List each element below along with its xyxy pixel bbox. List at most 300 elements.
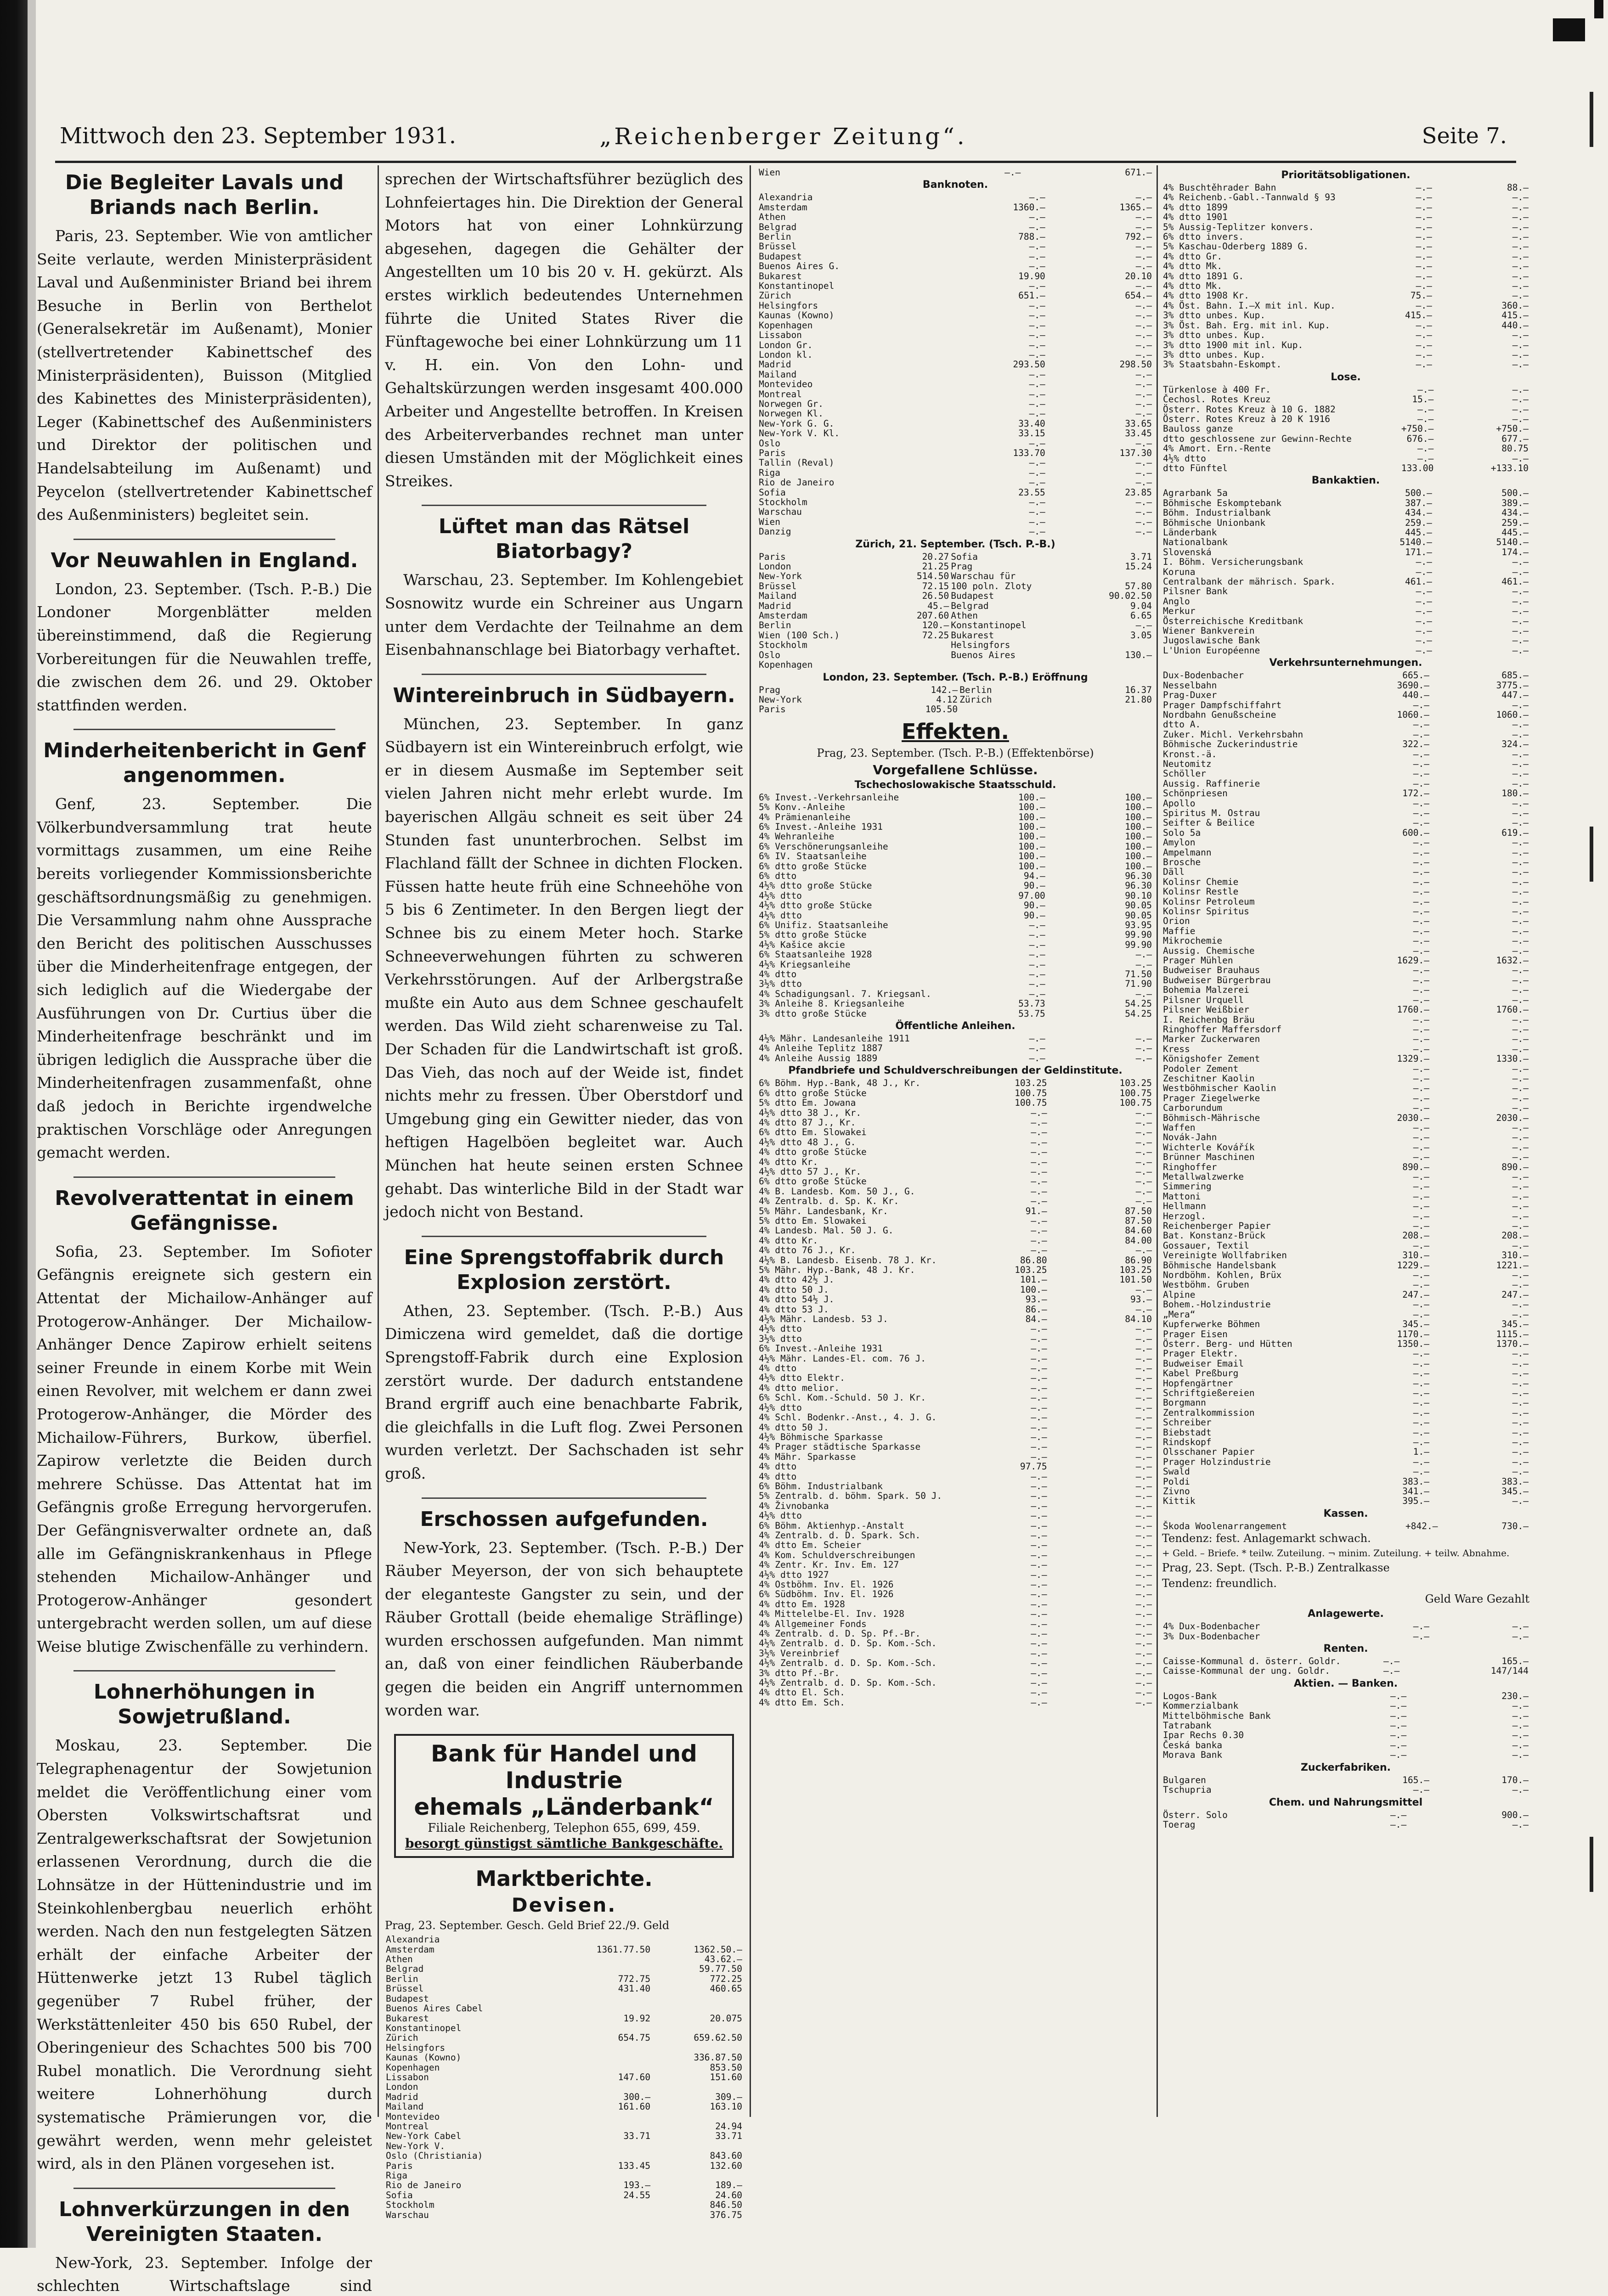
table-cell: —.— [1512, 231, 1529, 242]
table-cell: —.— [1413, 1201, 1429, 1212]
table-cell: 247.— [1501, 1289, 1529, 1300]
table-cell: „Mera“ [1163, 1309, 1196, 1320]
article-text: Sofia, 23. September. Im Sofioter Gefängnis ereignete sich gestern ein Attentat der Michailow-Anhänger auf Protogerow-Anhänger. Der Michailow-Anhänger Dence Zapirow erhielt seitens seiner Freunde in einem Korbe mit Wein einen Revolver, mit welchem er dann zwei Protogerow-Anhänger, die Mörder des Michailow-Führers, Burkow, überfiel. Zapirow verletzte die Beiden durch mehrere Schüsse. Das Attentat hat im Gefängnis große Erregung hervorgerufen. Der Gefängnisverwalter ordnete an, daß alle im Gefängniskrankenhaus in Pflege stehenden Michailow-Anhänger und Protogerow-Anhänger gesondert untergebracht werden sollen, um auf diese Weise blutige Zwischenfälle zu verhindern. [37, 1242, 372, 1655]
table-row [1162, 1368, 1529, 1378]
table-cell: Norwegen Kl. [759, 408, 824, 419]
table-cell: —.— [1512, 615, 1529, 626]
table-row [758, 1236, 1153, 1245]
table-cell: 4% Amort. Ern.-Rente [1163, 443, 1271, 454]
table-row [758, 1432, 1153, 1442]
table-cell [916, 660, 950, 670]
table-cell [550, 1964, 651, 1974]
table-cell: 88.— [1507, 182, 1529, 193]
table-cell: 103.25 [1119, 1078, 1152, 1089]
table-cell: —.— [1135, 1245, 1152, 1256]
table-cell: —.— [1512, 876, 1529, 887]
table-row [1162, 232, 1529, 242]
table-row [758, 999, 1153, 1008]
table-row [758, 1423, 1153, 1432]
table-cell: —.— [1390, 1720, 1407, 1731]
table-cell: —.— [1512, 557, 1529, 568]
table-cell: —.— [1417, 404, 1434, 415]
table-row [758, 832, 1153, 841]
table-cell: 84.— [1025, 1314, 1047, 1325]
table-row [758, 1580, 1153, 1589]
table-cell: —.— [1390, 1739, 1407, 1750]
table-cell: —.— [1413, 1309, 1429, 1320]
table-cell: —.— [1512, 994, 1529, 1005]
table-cell: —.— [1417, 453, 1434, 464]
table-row [758, 1255, 1153, 1265]
table-cell: Orion [1163, 916, 1190, 927]
table-cell: —.— [1416, 606, 1432, 617]
table-cell: 341.— [1402, 1486, 1429, 1497]
table-cell: 3½% dtto [759, 979, 802, 990]
table-cell: —.— [1413, 1279, 1429, 1290]
table-cell: —.— [1413, 1378, 1429, 1389]
table-cell: —.— [1031, 1569, 1047, 1580]
table-cell: —.— [1029, 408, 1045, 419]
verkehr-table [1162, 670, 1529, 739]
table-row [1162, 681, 1529, 690]
table-cell: 415.— [1405, 310, 1432, 321]
table-cell: —.— [1413, 965, 1429, 976]
table-row [758, 960, 1153, 969]
table-cell: 1632.— [1496, 955, 1529, 966]
table-cell: Berlin [759, 620, 791, 631]
table-cell: Prager Ziegelwerke [1163, 1092, 1260, 1103]
table-row [758, 281, 1153, 291]
table-cell: 4% dtto Em. Sch. [759, 1697, 845, 1708]
table-row [1162, 1221, 1529, 1231]
table-row [1162, 252, 1529, 261]
article [37, 1680, 372, 2175]
table-cell: 208.— [1402, 1230, 1429, 1241]
table-cell: 90.— [1023, 900, 1045, 911]
table-cell: —.— [1029, 221, 1045, 232]
table-cell: 180.— [1501, 788, 1529, 799]
table-cell: dtto Fünftel [1163, 462, 1228, 473]
table-cell: 5% Kaschau-Oderberg 1889 G. [1163, 241, 1309, 252]
table-cell: —.— [1135, 1323, 1152, 1334]
table-row [758, 261, 1153, 271]
table-cell: 90.10 [1125, 890, 1152, 901]
table-row [758, 1629, 1153, 1638]
table-cell: —.— [1512, 935, 1529, 946]
table-cell: —.— [1512, 251, 1529, 262]
table-cell: —.— [1135, 408, 1152, 419]
table-cell: 6% dtto große Stücke [759, 1087, 867, 1098]
table-cell: 4% Wehranleihe [759, 831, 835, 842]
table-row [758, 321, 1153, 330]
table-cell: 4½% dtto [759, 910, 802, 921]
table-cell: 100.— [1125, 811, 1152, 822]
table-cell: 4% Zentr. Kr. Inv. Em. 127 [759, 1559, 899, 1570]
table-cell: Biebstadt [1163, 1427, 1212, 1438]
table-cell: L'Union Européenne [1163, 645, 1260, 656]
table-cell: 24.55 [623, 2189, 651, 2200]
table-cell: —.— [1031, 1667, 1047, 1678]
table-cell: —.— [1031, 1363, 1047, 1374]
table-row [1162, 1132, 1529, 1142]
table-cell: 171.— [1405, 546, 1432, 557]
tendenz-text: Tendenz: fest. Anlagemarkt schwach. [1162, 1532, 1371, 1545]
table-cell: 4½% dtto [759, 1323, 802, 1334]
table-row [1162, 1103, 1529, 1113]
table-cell: Pilsner Urquell [1163, 994, 1244, 1005]
table-cell: —.— [1135, 221, 1152, 232]
table-cell: Nesselbahn [1163, 680, 1217, 691]
table-row [758, 1216, 1153, 1226]
table-cell: 4% Schadigungsanl. 7. Kriegsanl. [759, 988, 931, 999]
table-row [758, 439, 1153, 448]
table-cell: Bukarest [951, 630, 994, 641]
table-cell: Česká banka [1163, 1739, 1223, 1750]
table-row [758, 861, 1153, 871]
table-cell: —.— [1029, 516, 1045, 527]
table-cell: 788.— [1018, 231, 1045, 242]
table-cell: —.— [1413, 1034, 1429, 1045]
table-cell: —.— [1029, 388, 1045, 400]
table-cell: —.— [1512, 1750, 1529, 1761]
chem-title: Chem. und Nahrungsmittel [1269, 1796, 1423, 1808]
table-cell: Bat. Konstanz-Brück [1163, 1230, 1266, 1241]
table-cell: 4% dtto Kr. [759, 1156, 818, 1167]
article-text: New-York, 23. September. Infolge der schlechten Wirtschaftslage sind [37, 2253, 372, 2295]
table-row [1162, 1123, 1529, 1132]
table-cell: —.— [1135, 281, 1152, 292]
table-cell: 230.— [1501, 1690, 1529, 1701]
table-cell: 4% dtto 53 J. [759, 1304, 829, 1315]
table-row [1162, 857, 1529, 867]
table-cell: 890.— [1402, 1161, 1429, 1172]
table-cell: 4½% dtto [759, 1402, 802, 1413]
table-row [385, 2161, 743, 2171]
table-cell: —.— [1135, 438, 1152, 449]
table-row [758, 340, 1153, 350]
corner-mark-icon [1548, 14, 1590, 55]
table-row [758, 242, 1153, 251]
table-cell: —.— [1512, 719, 1529, 730]
table-cell [550, 2082, 651, 2092]
article-text: München, 23. September. In ganz Südbayern ist ein Wintereinbruch erfolgt, wie er in diesem Ausmaße im September seit vielen Jahren nicht mehr erlebt wurde. Im bayerischen Allgäu schneit es seit über 24 Stunden fast ununterbrochen. Selbst im Flachland fällt der Schnee in dichten Flocken. Füssen hatte heute früh eine Schneehöhe von 5 bis 6 Zentimeter. In den Bergen liegt der Schnee bis zu einem Meter hoch. Starke Schneeverwehungen führten zu schweren Verkehrsstörungen. Auf der Arlbergstraße mußte ein Auto aus dem Schnee geschaufelt werden. Das Wild zieht scharenweise zu Tal. Der Schaden für die Landwirtschaft ist groß. Das Vieh, das noch auf der Weide ist, findet nichts mehr zu fressen. Über Oberstdorf und Umgebung ging ein Gewitter nieder, das von heftigen Hagelböen begleitet war. Auch München hat heute seinen ersten Schnee gehabt. Das winterliche Bild in der Stadt war jedoch nicht von Bestand. [385, 715, 743, 1221]
table-cell: —.— [1029, 281, 1045, 292]
page-header [60, 123, 1507, 160]
table-cell: New-York V. [386, 2140, 446, 2151]
table-cell: —.— [1512, 1221, 1529, 1232]
table-row [1162, 1024, 1529, 1034]
table-cell: —.— [1135, 457, 1152, 468]
london-table [758, 685, 1153, 715]
table-cell: —.— [1413, 945, 1429, 956]
table-row [1162, 779, 1529, 788]
table-row [1162, 975, 1529, 985]
table-cell: 90.02.50 [1109, 591, 1152, 602]
table-cell: —.— [1413, 1092, 1429, 1103]
table-cell: —.— [1413, 847, 1429, 858]
table-cell [651, 2043, 743, 2053]
table-cell: —.— [1512, 1092, 1529, 1103]
table-cell: —.— [1031, 1186, 1047, 1197]
table-cell: Bohem.-Holzindustrie [1163, 1299, 1271, 1310]
table-cell: +842.— [1405, 1520, 1438, 1531]
table-cell: 4% dtto 50 J. [759, 1422, 829, 1433]
table-row [385, 2151, 743, 2161]
table-cell: —.— [1416, 557, 1432, 568]
table-cell: 4½% Mähr. Landesanleihe 1911 [759, 1033, 910, 1044]
table-cell: 3% dtto große Stücke [759, 1008, 867, 1019]
table-cell: —.— [1135, 506, 1152, 518]
table-row [758, 1078, 1153, 1088]
table-row [758, 409, 1153, 418]
table-row [758, 851, 1153, 861]
article-title: Vor Neuwahlen in England. [51, 548, 358, 572]
table-cell: Mattoni [1163, 1191, 1201, 1202]
table-cell: Pilsner Bank [1163, 586, 1228, 597]
table-cell: 4% dtto 76 J., Kr. [759, 1245, 856, 1256]
table-cell: —.— [1029, 300, 1045, 311]
table-row [758, 1127, 1153, 1137]
article-text: Athen, 23. September. (Tsch. P.-B.) Aus Dimiczena wird gemeldet, daß die dortige Sprengstoff-Fabrik durch eine Explosion zerstört wurde. Der dadurch entstandene Brand ergriff auch eine benachbarte Fabrik, die gleichfalls in die Luft flog. Zwei Personen wurden verletzt. Der Sachschaden ist sehr groß. [385, 1301, 743, 1482]
table-cell: —.— [1512, 290, 1529, 301]
table-cell: —.— [1031, 1245, 1047, 1256]
table-cell: 19.92 [623, 2013, 651, 2024]
table-cell: Böhmische Unionbank [1163, 517, 1266, 528]
table-cell: 137.30 [1119, 447, 1152, 458]
table-cell: 4½% Zentralb. d. D. Sp. Kom.-Sch. [759, 1638, 937, 1649]
table-cell: 460.65 [710, 1983, 742, 1994]
table-cell: Berlin [959, 684, 992, 695]
table-row [385, 2180, 743, 2190]
table-cell: —.— [1031, 1412, 1047, 1423]
table-cell: 445.— [1501, 527, 1529, 538]
table-cell: 500.— [1405, 488, 1432, 499]
table-cell: —.— [1413, 935, 1429, 946]
table-cell: 21.25 [922, 561, 949, 572]
table-row [385, 1935, 743, 1944]
table-cell: Hellmann [1163, 1201, 1206, 1212]
table-cell: Montevideo [759, 379, 813, 390]
table-cell: Kronst.-ä. [1163, 748, 1217, 760]
table-cell: —.— [1031, 1500, 1047, 1511]
table-cell: —.— [1031, 1431, 1047, 1442]
table-row [385, 1984, 743, 1993]
table-cell: —.— [1029, 212, 1045, 223]
table-row [758, 930, 1153, 940]
table-cell: —.— [1135, 1392, 1152, 1403]
table-row [1162, 1113, 1529, 1123]
table-cell: Athen [759, 212, 786, 223]
table-cell: 514.50 [916, 571, 949, 582]
table-cell: Schöller [1163, 768, 1206, 779]
table-row [1162, 956, 1529, 965]
table-cell: —.— [1135, 1137, 1152, 1148]
article-separator [73, 539, 335, 540]
table-row [1162, 1656, 1529, 1666]
table-cell: Kupferwerke Böhmen [1163, 1319, 1260, 1330]
table-cell: —.— [1031, 1127, 1047, 1138]
table-cell: 6% Invest.-Verkehrsanleihe [759, 792, 899, 803]
table-row [1162, 1521, 1529, 1531]
table-cell: —.— [1031, 1451, 1047, 1462]
table-cell: 105.50 [925, 704, 958, 715]
table-cell: Koruna [1163, 566, 1196, 577]
table-row [385, 1974, 743, 1984]
article [37, 548, 372, 717]
table-cell: Zentralkommission [1163, 1407, 1255, 1418]
table-cell: London kl. [759, 349, 813, 360]
table-row [758, 552, 1153, 562]
table-cell: 96.30 [1125, 870, 1152, 881]
table-row [1162, 340, 1529, 350]
table-cell: —.— [1413, 896, 1429, 907]
table-cell [550, 2122, 651, 2131]
ad-line: besorgt günstigst sämtliche Bankgeschäfte. [405, 1836, 723, 1851]
table-cell: —.— [1512, 916, 1529, 927]
table-row [1162, 1359, 1529, 1368]
table-cell: 6% IV. Staatsanleihe [759, 851, 867, 862]
article-separator [422, 1236, 706, 1237]
table-cell: 100.75 [1015, 1087, 1047, 1098]
table-cell: Maffie [1163, 925, 1196, 936]
table-row [385, 2063, 743, 2072]
table-cell: —.— [1390, 1819, 1407, 1830]
table-row [1162, 906, 1529, 916]
table-cell: —.— [1135, 1598, 1152, 1609]
table-row [1162, 1820, 1529, 1829]
table-row [1162, 1437, 1529, 1447]
table-cell: Danzig [759, 526, 791, 537]
table-cell: —.— [1413, 1368, 1429, 1379]
table-cell: —.— [1135, 1549, 1152, 1560]
table-cell: Amsterdam [759, 610, 807, 621]
article-separator [73, 729, 335, 730]
table-cell: Westböhm. Gruben [1163, 1279, 1249, 1290]
table-cell: —.— [1135, 1530, 1152, 1541]
table-cell: Montreal [759, 388, 802, 400]
table-cell: 6% Böhm. Industrialbank [759, 1480, 883, 1491]
table-cell: —.— [1031, 1156, 1047, 1167]
table-cell: Mailand [386, 2101, 424, 2112]
header-page: Seite 7. [1422, 123, 1507, 149]
table-row [1162, 508, 1529, 518]
table-row [1162, 1447, 1529, 1457]
table-cell: Lissabon [386, 2071, 429, 2082]
table-cell: Hopfengärtner [1163, 1378, 1233, 1389]
table-cell: —.— [1413, 876, 1429, 887]
table-row [1162, 557, 1529, 567]
table-cell: 4% Kom. Schuldverschreibungen [759, 1549, 915, 1560]
table-cell: 293.50 [1013, 359, 1045, 370]
table-row [758, 1344, 1153, 1353]
table-row [758, 1688, 1153, 1697]
table-cell: —.— [1029, 349, 1045, 360]
table-cell: Böhmisch-Mährische [1163, 1112, 1260, 1123]
table-row [758, 1491, 1153, 1501]
table-cell: 20.27 [922, 551, 949, 562]
table-row [758, 1501, 1153, 1511]
column-rule [378, 165, 379, 2117]
table-cell: Prager Dampfschiffahrt [1163, 699, 1282, 710]
table-cell: 1170.— [1397, 1328, 1429, 1339]
table-cell: Böhmische Eskomptebank [1163, 497, 1282, 508]
table-cell: 4½% dtto 57 J., Kr. [759, 1166, 862, 1177]
table-row [1162, 799, 1529, 808]
table-cell: —.— [1512, 1407, 1529, 1418]
table-cell: —.— [1512, 906, 1529, 917]
table-cell: Bauloss ganze [1163, 423, 1233, 434]
table-cell: dtto geschlossene zur Gewinn-Rechte [1163, 433, 1352, 444]
table-row [1162, 739, 1529, 749]
table-row [758, 660, 1153, 670]
table-cell: 9.04 [1130, 600, 1152, 611]
table-row [1162, 897, 1529, 906]
table-row [758, 1137, 1153, 1147]
table-cell: 3½% Vereinbrief [759, 1648, 840, 1659]
table-cell: —.— [1512, 586, 1529, 597]
table-cell: —.— [1413, 778, 1429, 789]
table-cell: I. Böhm. Versicherungsbank [1163, 557, 1303, 568]
table-row [758, 458, 1153, 467]
table-cell [651, 2112, 743, 2122]
table-cell: —.— [1029, 920, 1045, 930]
table-cell: Stockholm [759, 640, 807, 651]
table-cell: 671.— [1125, 167, 1152, 178]
table-row [1162, 1162, 1529, 1172]
prio-table [1162, 183, 1529, 370]
article [385, 1507, 743, 1722]
table-cell: —.— [1416, 320, 1432, 331]
table-cell: Aussig. Raffinerie [1163, 778, 1260, 789]
table-row [1162, 1388, 1529, 1398]
table-cell: —.— [1512, 985, 1529, 996]
table-cell: 447.— [1501, 690, 1529, 701]
table-cell: 4% dtto Em. 1928 [759, 1598, 845, 1609]
table-cell: —.— [1512, 339, 1529, 350]
table-cell: —.— [1135, 1147, 1152, 1158]
table-cell: 2030.— [1397, 1112, 1429, 1123]
table-cell: —.— [1031, 1176, 1047, 1187]
table-cell: Länderbank [1163, 527, 1217, 538]
table-cell: 1060.— [1397, 709, 1429, 720]
table-cell: —.— [1029, 261, 1045, 272]
table-cell: —.— [1512, 1466, 1529, 1477]
table-cell: +750.— [1401, 423, 1434, 434]
table-cell: 94.— [1023, 870, 1045, 881]
table-cell: 71.90 [1125, 979, 1152, 990]
table-cell: 43.62.— [704, 1954, 742, 1965]
table-cell: Prager Elektr. [1163, 1348, 1239, 1359]
table-cell: 189.— [715, 2180, 742, 2191]
table-cell: 33.65 [1125, 418, 1152, 429]
table-cell: 97.00 [1018, 890, 1045, 901]
article-text: New-York, 23. September. (Tsch. P.-B.) Der Räuber Meyerson, der von sich behauptete der eleganteste Gangster zu sein, und der Räuber Grottall (beide ehemalige Sträflinge) wurden erschossen aufgefunden. Man nimmt an, daß von einer feindlichen Räuberbande gegen die beiden ein Angriff unternommen worden war. [385, 1538, 743, 1719]
table-cell: 100.— [1018, 802, 1045, 813]
table-cell: —.— [1031, 1137, 1047, 1148]
table-cell: 853.50 [710, 2062, 742, 2073]
table-row [385, 2190, 743, 2200]
table-row [758, 1009, 1153, 1019]
table-cell: 4½% dtto 48 J., G. [759, 1137, 856, 1148]
table-cell: —.— [1413, 1043, 1429, 1054]
table-cell: Wien (100 Sch.) [759, 630, 840, 641]
table-cell: —.— [1029, 979, 1045, 990]
table-cell: Tschupria [1163, 1784, 1212, 1795]
table-row [385, 2003, 743, 2013]
table-cell: Kolinsr Restle [1163, 886, 1239, 897]
table-cell: 4% Zentralb. d. D. Spark. Sch. [759, 1530, 921, 1541]
table-row [1162, 405, 1529, 414]
